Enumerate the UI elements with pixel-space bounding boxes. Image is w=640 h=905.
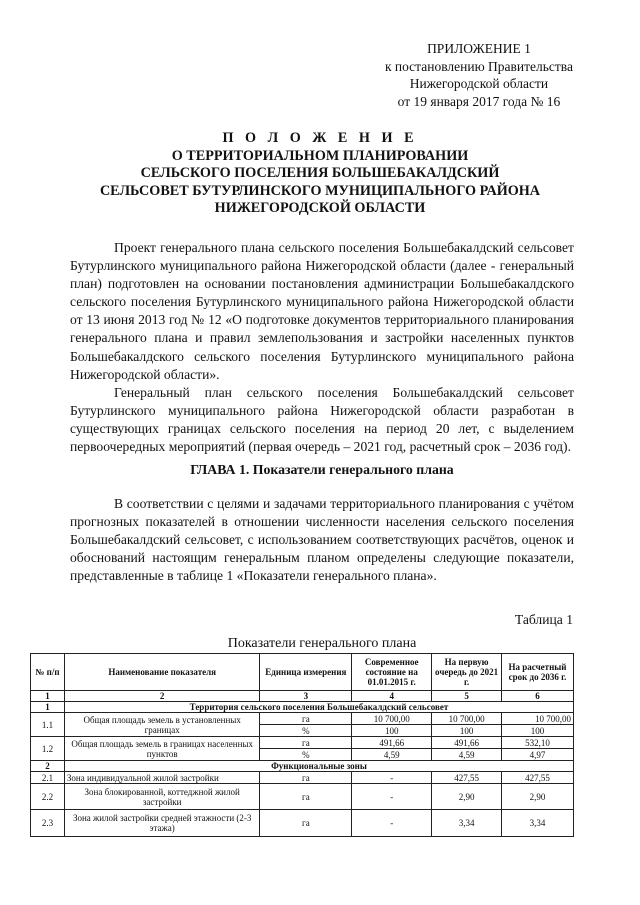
indicator-name: Зона жилой застройки средней этажности (2-3 этажа) — [64, 810, 260, 837]
title-line: О ТЕРРИТОРИАЛЬНОМ ПЛАНИРОВАНИИ — [171, 147, 469, 164]
header-cell: Современное состояние на 01.01.2015 г. — [352, 654, 432, 691]
appendix-title: ПРИЛОЖЕНИЕ 1 — [427, 41, 531, 56]
indicators-table — [30, 653, 574, 837]
row-number: 2 — [31, 761, 65, 772]
indicator-name: Общая площадь земель в границах населенных пунктов — [64, 737, 260, 761]
section-title: Территория сельского поселения Большебакалдский сельсовет — [64, 702, 573, 713]
column-number: 4 — [352, 691, 432, 702]
column-number: 2 — [64, 691, 260, 702]
table-row — [31, 737, 574, 749]
header-cell: На первую очередь до 2021 г. — [432, 654, 502, 691]
header-cell: Единица измерения — [260, 654, 352, 691]
value-cell: 2,90 — [432, 784, 502, 810]
value-cell: 100 — [502, 725, 574, 737]
header-cell: На расчетный срок до 2036 г. — [502, 654, 574, 691]
header-cell: № п/п — [31, 654, 65, 691]
value-cell: 532,10 — [502, 737, 574, 749]
row-number: 1.2 — [31, 737, 65, 761]
table-caption: Показатели генерального плана — [227, 636, 417, 651]
value-cell: 4,59 — [352, 749, 432, 761]
appendix-line: Нижегородской области — [409, 76, 549, 91]
paragraph: Проект генерального плана сельского поселения Большебакалдский сельсовет Бутурлинского муниципального района Нижегородской области (далее - генеральный план) подготовлен на основании постановления администрации Большебакалдского сельского поселения Бутурлинского муниципального района Нижегородской области от 13 июня 2013 год № 12 «О подготовке документов территориального планирования генерального плана и правил землепользования и застройки населенных пунктов Большебакалдского сельского поселения Бутурлинского муниципального района Нижегородской области». — [70, 240, 574, 382]
value-cell: 10 700,00 — [432, 713, 502, 725]
section-row — [31, 761, 574, 772]
unit-cell: га — [260, 810, 352, 837]
column-number: 6 — [502, 691, 574, 702]
value-cell: - — [352, 810, 432, 837]
column-number: 3 — [260, 691, 352, 702]
value-cell: 10 700,00 — [502, 713, 574, 725]
value-cell: 4,59 — [432, 749, 502, 761]
value-cell: 427,55 — [432, 772, 502, 784]
appendix-date: от 19 января 2017 года № 16 — [397, 93, 561, 109]
paragraph: В соответствии с целями и задачами территориального планирования с учётом прогнозных показателей в отношении численности населения сельского поселения Большебакалдский сельсовет, с использованием соответствующих расчётов, оценок и обоснований настоящим генеральным планом определены следующие показатели, представленные в таблице 1 «Показатели генерального плана». — [70, 496, 574, 584]
row-number: 1.1 — [31, 713, 65, 737]
value-cell: 3,34 — [502, 810, 574, 837]
appendix-block — [385, 40, 573, 110]
unit-cell: га — [260, 784, 352, 810]
column-number-row — [31, 691, 574, 702]
value-cell: 3,34 — [432, 810, 502, 837]
section-row — [31, 702, 574, 713]
value-cell: 491,66 — [352, 737, 432, 749]
value-cell: - — [352, 772, 432, 784]
row-number: 1 — [31, 702, 65, 713]
document-title — [80, 130, 560, 218]
value-cell: 100 — [352, 725, 432, 737]
header-cell: Наименование показателя — [64, 654, 260, 691]
indicator-name: Общая площадь земель в установленных границах — [64, 713, 260, 737]
column-number: 5 — [432, 691, 502, 702]
value-cell: 10 700,00 — [352, 713, 432, 725]
column-number: 1 — [31, 691, 65, 702]
row-number: 2.3 — [31, 810, 65, 837]
unit-cell: % — [260, 749, 352, 761]
table-header-row — [31, 654, 574, 691]
title-line: СЕЛЬСКОГО ПОСЕЛЕНИЯ БОЛЬШЕБАКАЛДСКИЙ — [140, 165, 500, 181]
table-row — [31, 810, 574, 837]
table-row — [31, 772, 574, 784]
indicator-name: Зона индивидуальной жилой застройки — [64, 772, 260, 784]
value-cell: 491,66 — [432, 737, 502, 749]
unit-cell: га — [260, 737, 352, 749]
appendix-line: к постановлению Правительства — [384, 58, 573, 74]
row-number: 2.2 — [31, 784, 65, 810]
title-line: НИЖЕГОРОДСКОЙ ОБЛАСТИ — [214, 200, 426, 216]
row-number: 2.1 — [31, 772, 65, 784]
unit-cell: га — [260, 713, 352, 725]
value-cell: - — [352, 784, 432, 810]
table-row — [31, 784, 574, 810]
indicator-name: Зона блокированной, коттеджной жилой застройки — [64, 784, 260, 810]
title-line: П О Л О Ж Е Н И Е — [222, 130, 418, 146]
table-number: Таблица 1 — [514, 612, 573, 627]
value-cell: 2,90 — [502, 784, 574, 810]
value-cell: 427,55 — [502, 772, 574, 784]
intro-text — [70, 239, 574, 456]
value-cell: 100 — [432, 725, 502, 737]
unit-cell: % — [260, 725, 352, 737]
value-cell: 4,97 — [502, 749, 574, 761]
title-line: СЕЛЬСОВЕТ БУТУРЛИНСКОГО МУНИЦИПАЛЬНОГО РАЙОНА — [99, 182, 541, 199]
chapter-heading: ГЛАВА 1. Показатели генерального плана — [190, 462, 454, 477]
chapter-text — [70, 495, 574, 585]
section-title: Функциональные зоны — [64, 761, 573, 772]
paragraph: Генеральный план сельского поселения Большебакалдский сельсовет Бутурлинского муниципального района Нижегородской области разработан в существующих границах сельского поселения на период 20 лет, с выделением первоочередных мероприятий (первая очередь – 2021 год, расчетный срок – 2036 год). — [70, 384, 574, 455]
table-row — [31, 713, 574, 725]
unit-cell: га — [260, 772, 352, 784]
